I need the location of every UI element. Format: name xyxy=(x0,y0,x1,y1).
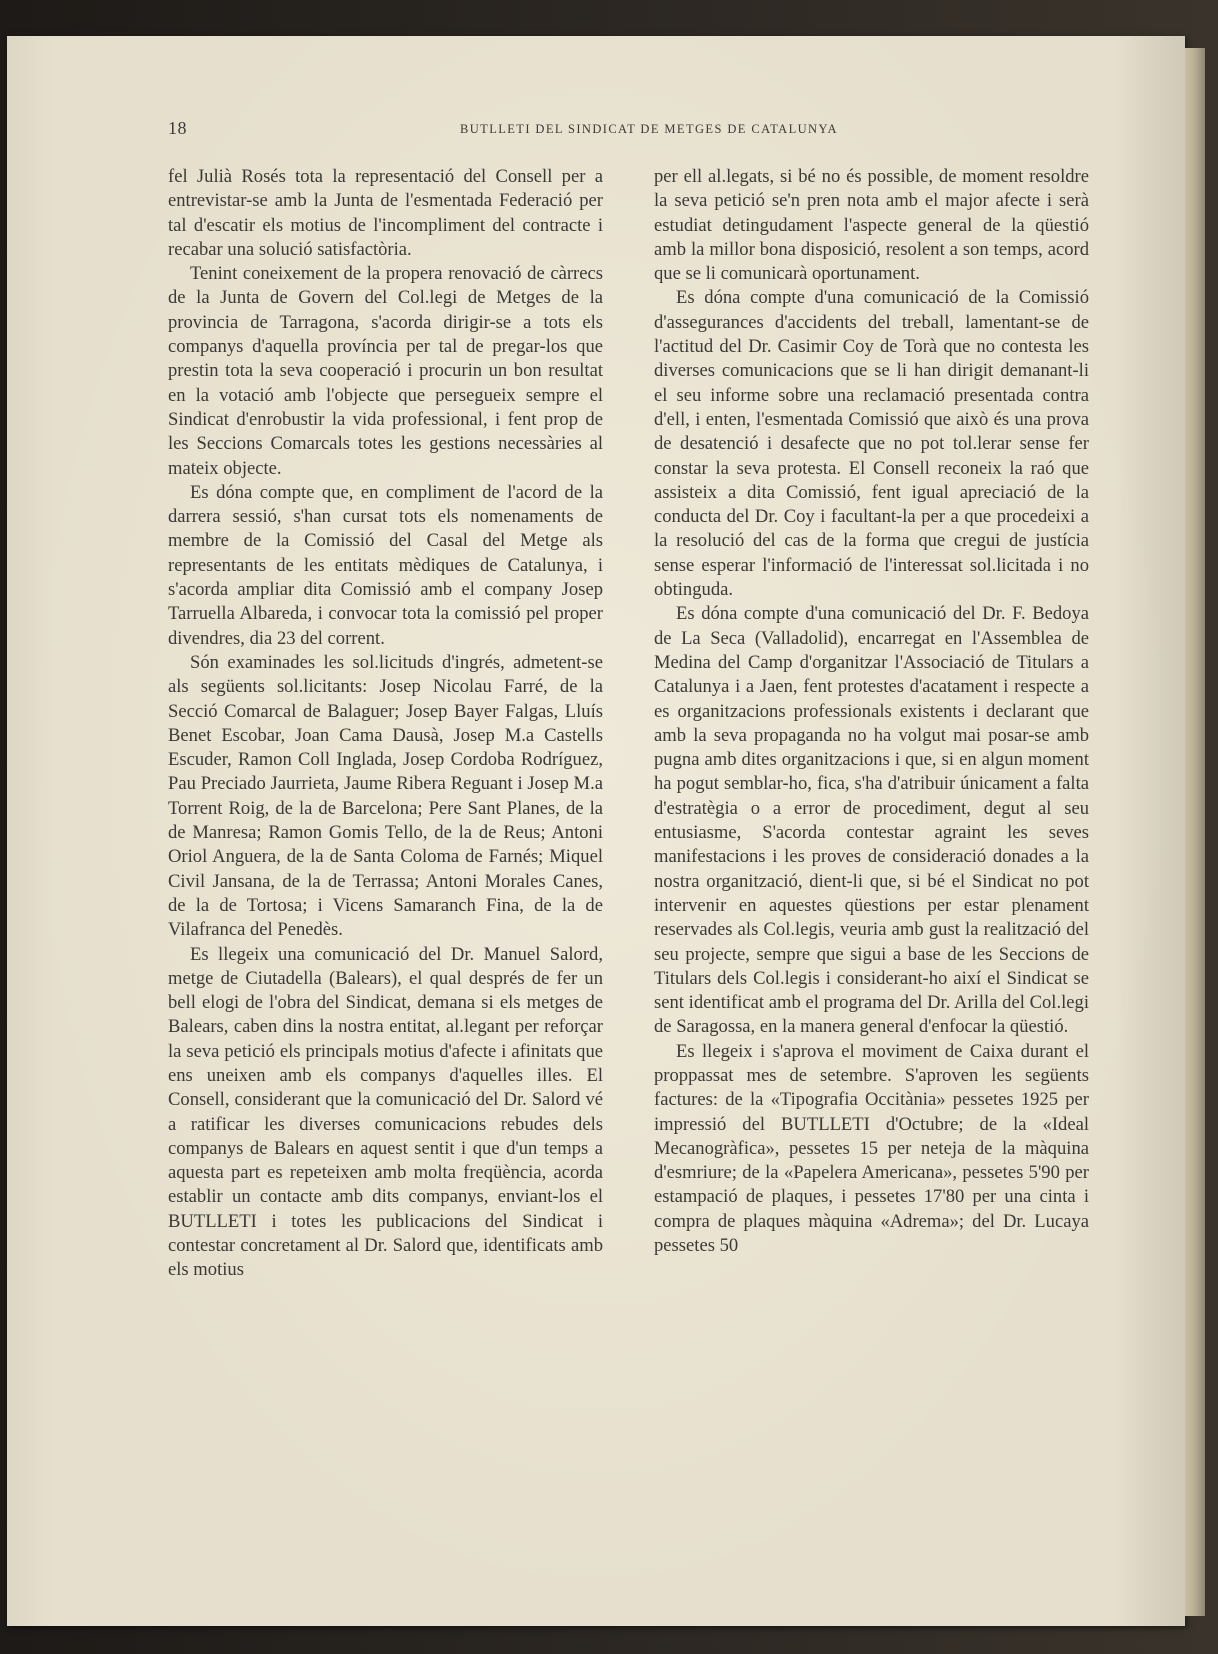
left-column xyxy=(168,165,603,1485)
running-head: BUTLLETI DEL SINDICAT DE METGES DE CATALUNYA xyxy=(460,122,838,136)
paragraph: fel Julià Rosés tota la representació del Consell per a entrevistar-se amb la Junta de l'esmentada Federació per tal d'escatir els motius de l'incompliment del contracte i recabar una solució satisfactòria. xyxy=(168,166,603,260)
paragraph: Són examinades les sol.licituds d'ingrés, admetent-se als següents sol.licitants: Josep Nicolau Farré, de la Secció Comarcal de Balaguer; Josep Bayer Falgas, Lluís Benet Escobar, Joan Cama Dausà, Josep M.a Castells Escuder, Ramon Coll Inglada, Josep Cordoba Rodríguez, Pau Preciado Jaurrieta, Jaume Ribera Reguant i Josep M.a Torrent Roig, de la de Barcelona; Pere Sant Planes, de la de Manresa; Ramon Gomis Tello, de la de Reus; Antoni Oriol Anguera, de la de Santa Coloma de Farnés; Miquel Civil Jansana, de la de Terrassa; Antoni Morales Canes, de la de Tortosa; i Vicens Samaranch Fina, de la de Vilafranca del Penedès. xyxy=(168,651,603,941)
page-header xyxy=(0,118,1218,142)
paragraph: Es dóna compte que, en compliment de l'acord de la darrera sessió, s'han cursat tots els nomenaments de membre de la Comissió del Casal del Metge als representants de les entitats mèdiques de Catalunya, i s'acorda ampliar dita Comissió amb el company Josep Tarruella Albareda, i convocar tota la comissió pel proper divendres, dia 23 del corrent. xyxy=(168,481,603,649)
paragraph: Es dóna compte d'una comunicació del Dr. F. Bedoya de La Seca (Valladolid), encarregat en l'Assemblea de Medina del Camp d'organitzar l'Associació de Titulars a Catalunya i a Jaen, fent protestes d'acatament i respecte a es organitzacions professionals existents i declarant que amb la seva propaganda no ha volgut mai posar-se amb pugna amb dites organitzacions i que, si en algun moment ha pogut semblar-ho, fica, s'ha d'atribuir únicament a falta d'estratègia o a error de procediment, degut al seu entusiasme, S'acorda contestar agraint les seves manifestacions i les proves de consideració donades a la nostra organització, dient-li que, si bé el Sindicat no pot intervenir en aquestes qüestions per estar plenament reservades als Col.legis, veuria amb gust la realització del seu projecte, sempre que sigui a base de les Seccions de Titulars dels Col.legis i considerant-ho així el Sindicat se sent identificat amb el programa del Dr. Arilla del Col.legi de Saragossa, en la manera general d'enfocar la qüestió. xyxy=(654,603,1089,1038)
paragraph: Es llegeix i s'aprova el moviment de Caixa durant el proppassat mes de setembre. S'aproven les següents factures: de la «Tipografia Occitània» pessetes 1925 per impressió del BUTLLETI d'Octubre; de la «Ideal Mecanogràfica», pessetes 15 per neteja de la màquina d'esmriure; de la «Papelera Americana», pessetes 5'90 per estampació de plaques, i pessetes 17'80 per una cinta i compra de plaques màquina «Adrema»; del Dr. Lucaya pessetes 50 xyxy=(654,1040,1089,1257)
paragraph: Es dóna compte d'una comunicació de la Comissió d'assegurances d'accidents del treball, lamentant-se de l'actitud del Dr. Casimir Coy de Torà que no contesta les diverses comunicacions que se li han dirigit demanant-li el seu informe sobre una reclamació presentada contra d'ell, i enten, l'esmentada Comissió que això és una prova de desatenció i desafecte que no pot tol.lerar sense fer constar la seva protesta. El Consell reconeix la raó que assisteix a dita Comissió, fent igual apreciació de la conducta del Dr. Coy i facultant-la per a que procedeixi a la resolució del cas de la forma que cregui de justícia sense esperar l'informació de l'interessat sol.licitada i no obtinguda. xyxy=(654,287,1089,601)
page-number: 18 xyxy=(168,118,187,138)
paragraph: per ell al.legats, si bé no és possible, de moment resoldre la seva petició se'n pren nota amb el major afecte i serà estudiat detingudament l'aspecte general de la qüestió amb la millor bona disposició, resolent a son temps, acord que se li comunicarà oportunament. xyxy=(654,166,1089,285)
paragraph: Tenint coneixement de la propera renovació de càrrecs de la Junta de Govern del Col.legi de Metges de la provincia de Tarragona, s'acorda dirigir-se a tots els companys d'aquella província per tal de pregar-los que prestin tota la seva cooperació i procurin un bon resultat en la votació amb l'objecte que persegueix sempre el Sindicat d'enrobustir la vida professional, i fent prop de les Seccions Comarcals totes les gestions necessàries al mateix objecte. xyxy=(168,263,603,479)
page-edge xyxy=(1185,48,1205,1616)
right-column xyxy=(654,165,1089,1485)
paragraph: Es llegeix una comunicació del Dr. Manuel Salord, metge de Ciutadella (Balears), el qual després de fer un bell elogi de l'obra del Sindicat, demana si els metges de Balears, caben dins la nostra entitat, al.legant per reforçar la seva petició els principals motius d'afecte i afinitats que ens uneixen amb els companys d'aquelles illes. El Consell, considerant que la comunicació del Dr. Salord vé a ratificar les diverses comunicacions rebudes dels companys de Balears en aquest sentit i que d'un temps a aquesta part es repeteixen amb molta freqüència, acorda establir un contacte amb dits companys, enviant-los el BUTLLETI i totes les publicacions del Sindicat i contestar concretament al Dr. Salord que, identificats amb els motius xyxy=(168,943,603,1281)
